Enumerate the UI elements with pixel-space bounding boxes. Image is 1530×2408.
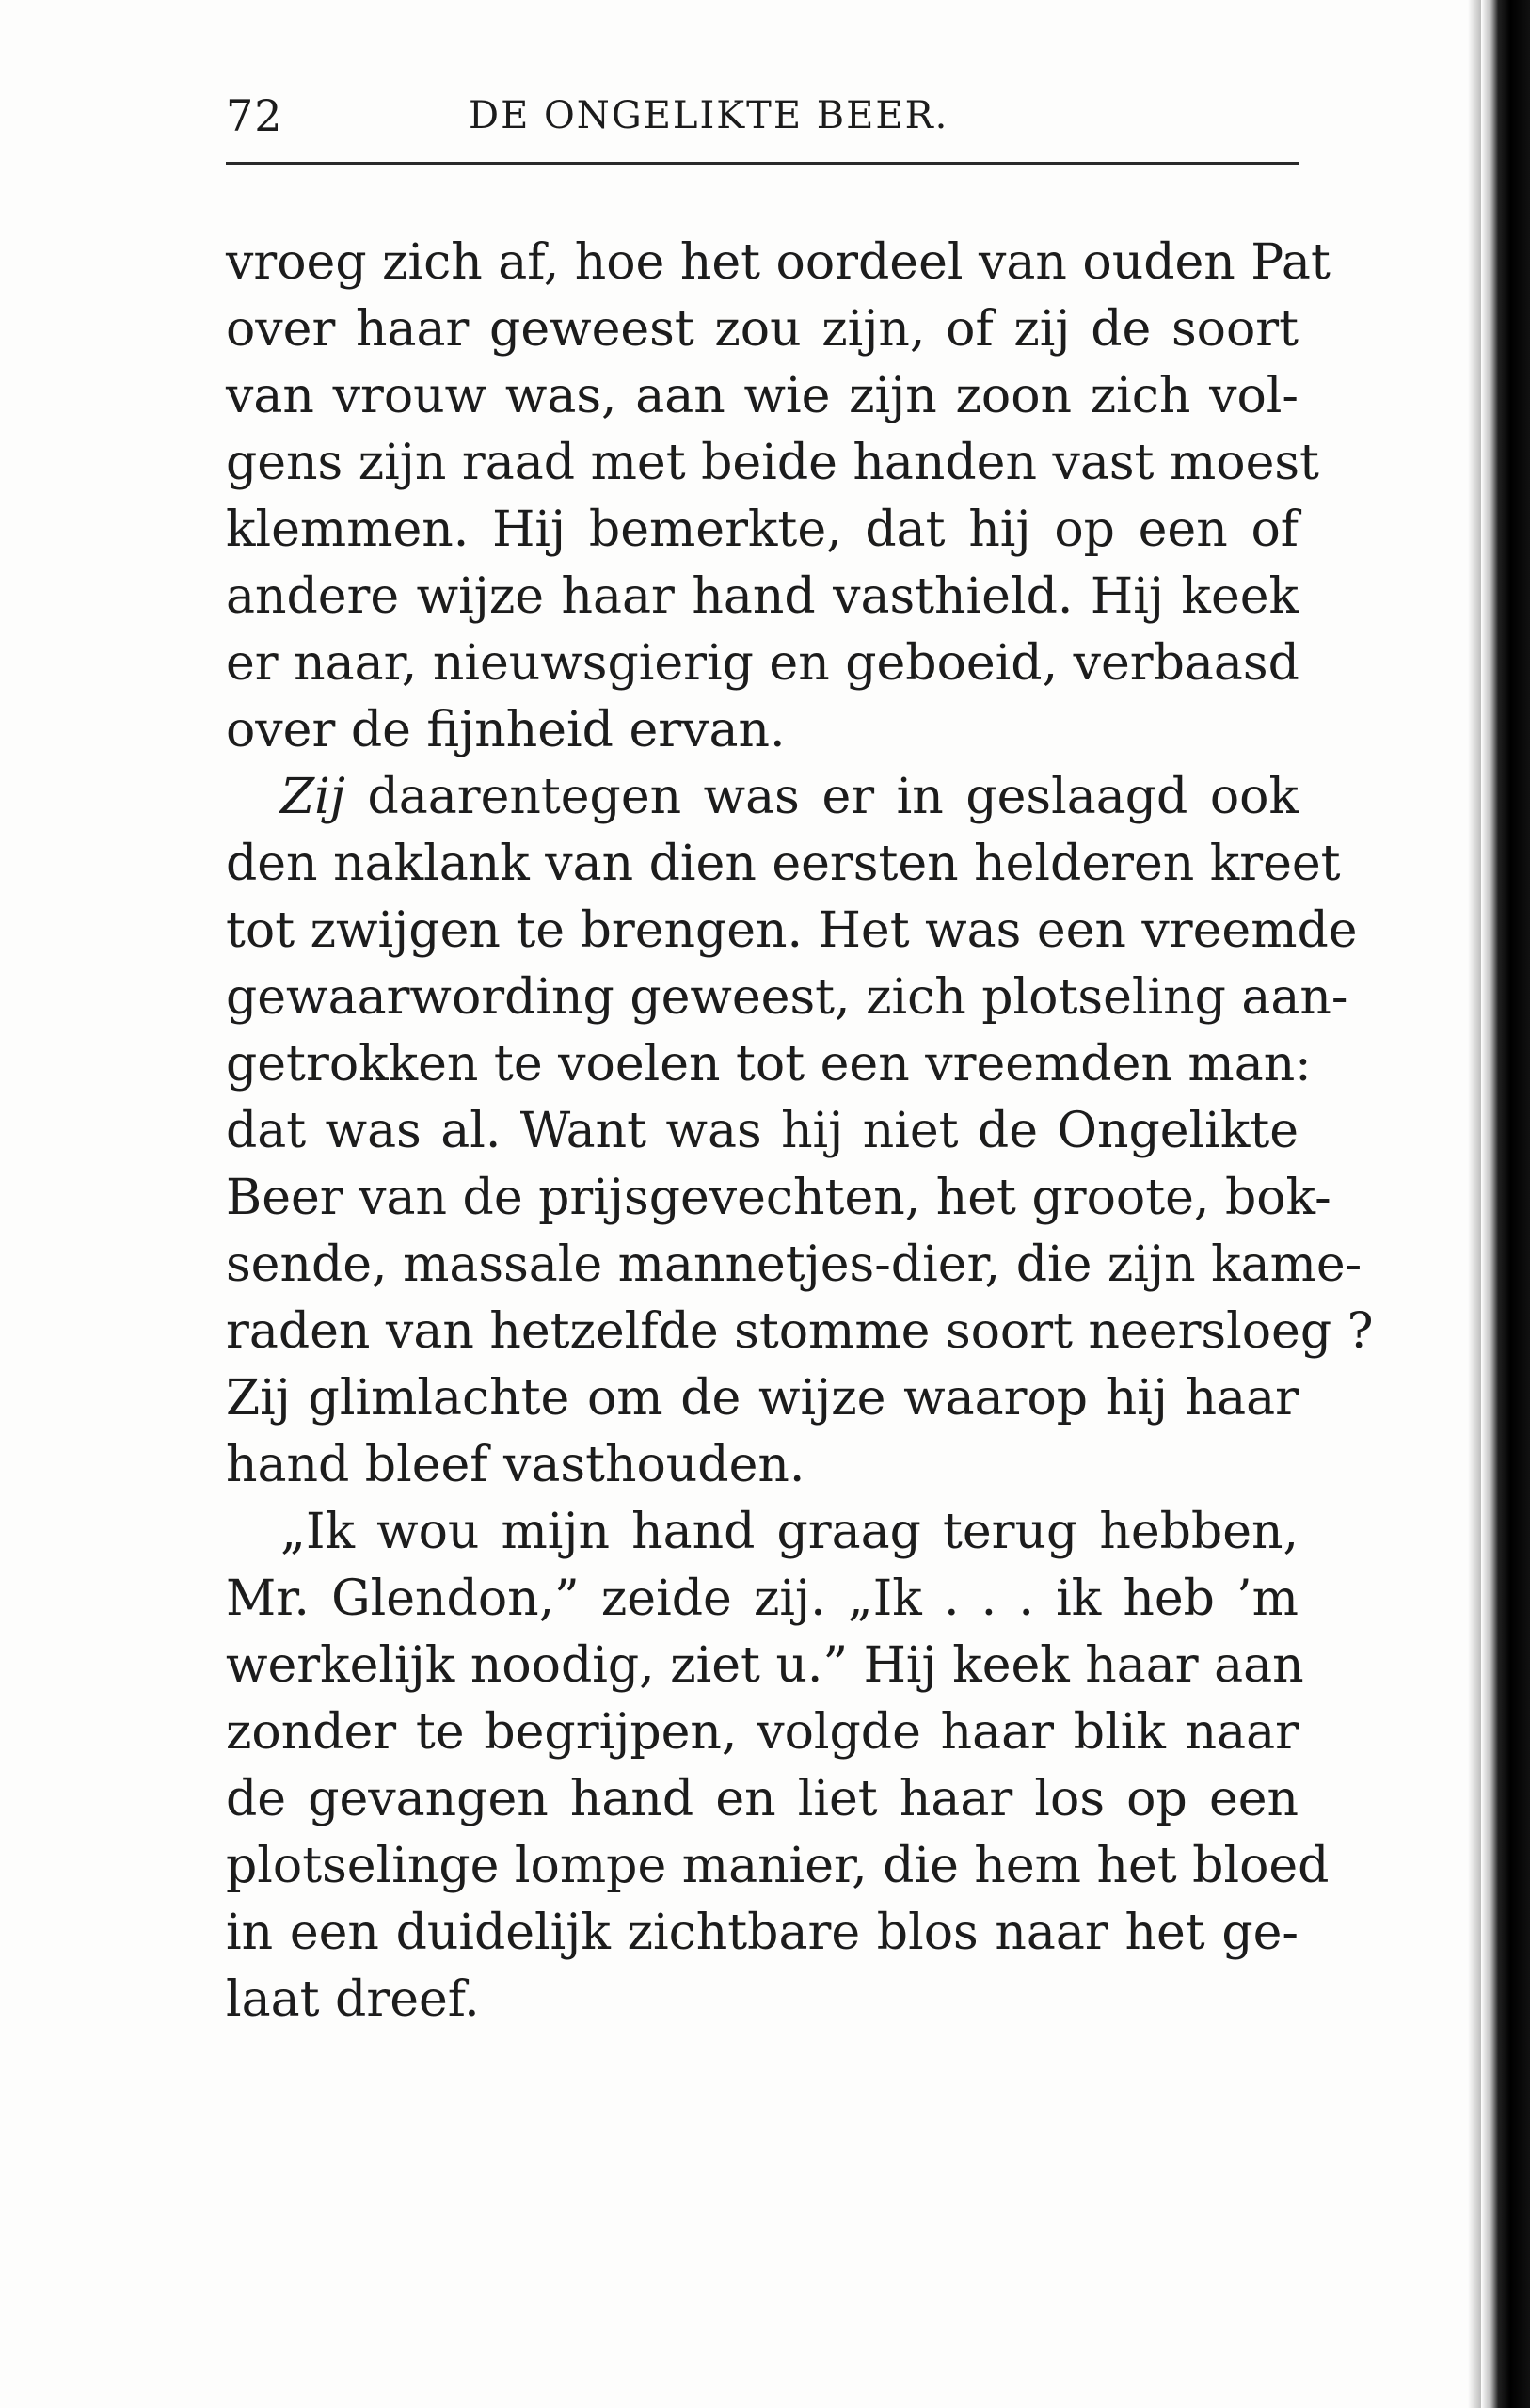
book-spine-edge xyxy=(1481,0,1530,2408)
text-line: tot zwijgen te brengen. Het was een vreemde xyxy=(226,902,1358,959)
text-line: zonder te begrijpen, volgde haar blik naar xyxy=(226,1704,1299,1761)
header-rule xyxy=(226,162,1299,165)
text-line: hand bleef vasthouden. xyxy=(226,1437,805,1493)
text-line: raden van hetzelfde stomme soort neersloeg ? xyxy=(226,1303,1374,1360)
text-line: laat dreef. xyxy=(226,1971,480,2028)
text-line: den naklank van dien eersten helderen kreet xyxy=(226,836,1341,892)
body-text xyxy=(226,230,1374,2033)
italic-word: Zij xyxy=(280,769,345,825)
text-line: dat was al. Want was hij niet de Ongelikte xyxy=(226,1103,1299,1159)
text-line: over de fijnheid ervan. xyxy=(226,702,786,758)
text-line: gens zijn raad met beide handen vast moest xyxy=(226,435,1319,491)
text-line-rest: daarentegen was er in geslaagd ook xyxy=(367,769,1299,825)
running-title: DE ONGELIKTE BEER. xyxy=(469,94,949,137)
text-line: in een duidelijk zichtbare blos naar het ge- xyxy=(226,1905,1299,1961)
text-line: klemmen. Hij bemerkte, dat hij op een of xyxy=(226,502,1299,558)
text-line: de gevangen hand en liet haar los op een xyxy=(226,1771,1299,1827)
text-line: Zij glimlachte om de wijze waarop hij haar xyxy=(226,1370,1299,1427)
text-line: werkelijk noodig, ziet u.” Hij keek haar aan xyxy=(226,1637,1304,1694)
text-line: sende, massale mannetjes-dier, die zijn kame- xyxy=(226,1236,1363,1293)
text-line: Beer van de prijsgevechten, het groote, bok- xyxy=(226,1170,1331,1226)
spine-shadow xyxy=(1468,0,1481,2408)
text-line: getrokken te voelen tot een vreemden man: xyxy=(226,1036,1312,1092)
text-line: „Ik wou mijn hand graag terug hebben, xyxy=(280,1504,1299,1560)
paragraph-start-line xyxy=(226,764,1299,831)
text-line: Mr. Glendon,” zeide zij. „Ik . . . ik heb ’m xyxy=(226,1571,1299,1627)
text-line: plotselinge lompe manier, die hem het bloed xyxy=(226,1838,1330,1894)
text-line: er naar, nieuwsgierig en geboeid, verbaasd xyxy=(226,635,1299,692)
text-line: over haar geweest zou zijn, of zij de soort xyxy=(226,301,1299,358)
text-line: vroeg zich af, hoe het oordeel van ouden Pat xyxy=(226,234,1331,291)
running-head xyxy=(226,90,1299,156)
text-line: andere wijze haar hand vasthield. Hij keek xyxy=(226,568,1299,625)
text-line: gewaarwording geweest, zich plotseling aan- xyxy=(226,969,1348,1026)
page-number: 72 xyxy=(226,90,283,141)
text-line: van vrouw was, aan wie zijn zoon zich vol- xyxy=(226,368,1299,424)
